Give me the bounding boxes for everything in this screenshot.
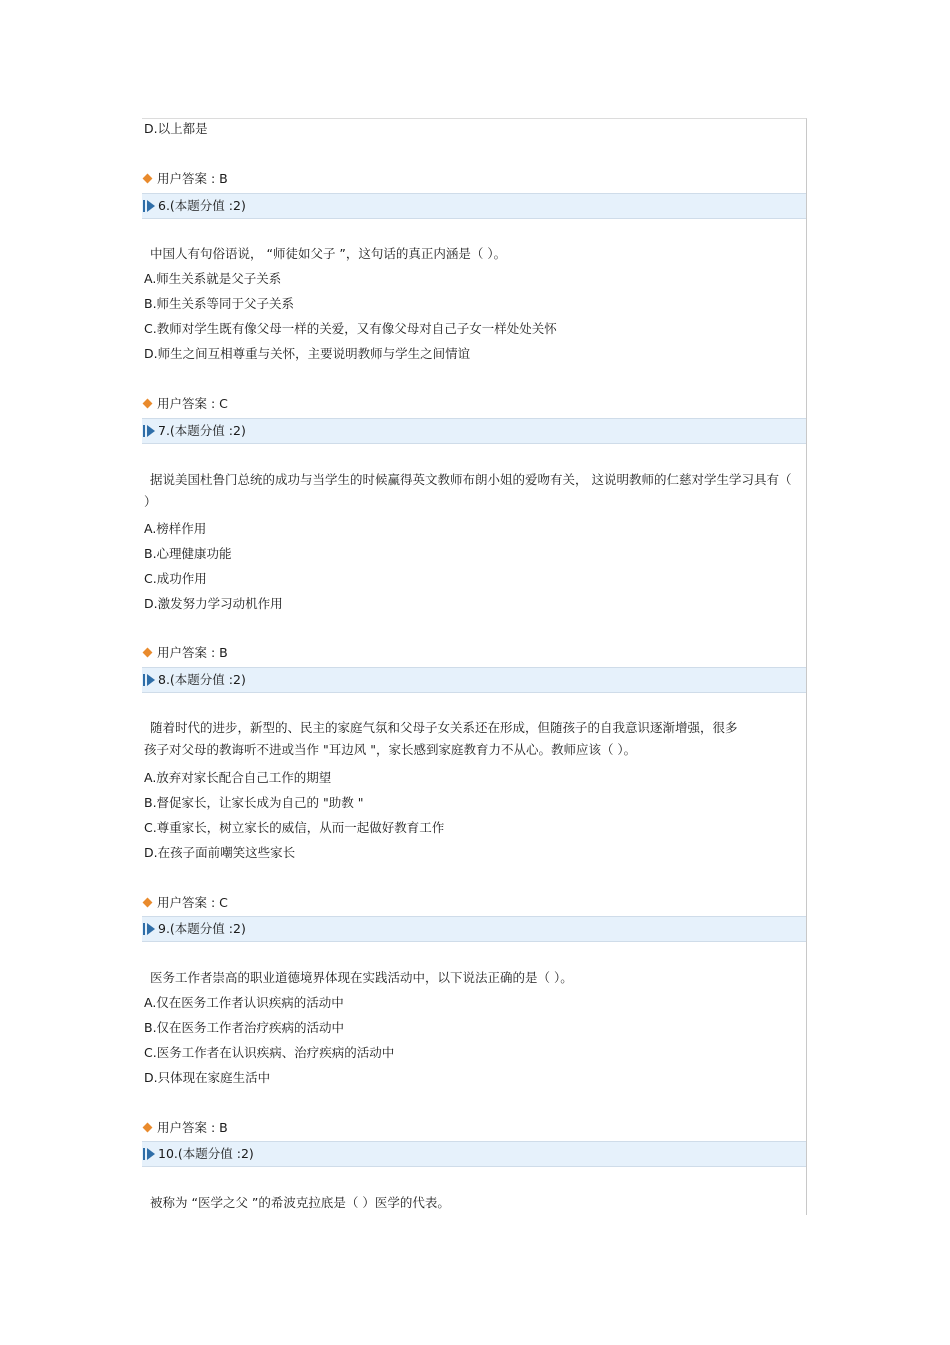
question-stem: 医务工作者崇高的职业道德境界体现在实践活动中，以下说法正确的是（ ）。 — [150, 970, 573, 985]
user-answer: 用户答案 : C — [142, 894, 228, 912]
question-header[interactable]: 6.(本题分值 :2) — [142, 193, 806, 219]
user-answer: 用户答案 : C — [142, 395, 228, 413]
user-answer: 用户答案 : B — [142, 1119, 228, 1137]
arrow-icon — [143, 674, 145, 686]
option-c[interactable]: C.尊重家长，树立家长的威信，从而一起做好教育工作 — [144, 820, 445, 835]
answer-label: 用户答案 : — [157, 171, 216, 186]
option-a[interactable]: A.仅在医务工作者认识疾病的活动中 — [144, 995, 344, 1010]
question-stem: 随着时代的进步，新型的、民主的家庭气氛和父母子女关系还在形成，但随孩子的自我意识逐渐增强，很多孩子对父母的教诲听不进或当作 "耳边风 "，家长感到家庭教育力不从心。教师应该（ ）。 — [144, 720, 738, 757]
option-a[interactable]: A.师生关系就是父子关系 — [144, 271, 282, 286]
option-c[interactable]: C.教师对学生既有像父母一样的关爱，又有像父母对自己子女一样处处关怀 — [144, 321, 557, 336]
option-b[interactable]: B.仅在医务工作者治疗疾病的活动中 — [144, 1020, 345, 1035]
option-d: D.以上都是 — [144, 121, 208, 136]
option-d[interactable]: D.在孩子面前嘲笑这些家长 — [144, 845, 296, 860]
user-answer: 用户答案 : B — [142, 644, 228, 662]
question-header[interactable]: 9.(本题分值 :2) — [142, 916, 806, 942]
option-b[interactable]: B.督促家长，让家长成为自己的 "助教 " — [144, 795, 364, 810]
question-stem: 被称为 “医学之父 ”的希波克拉底是（ ）医学的代表。 — [150, 1195, 450, 1210]
quiz-panel — [142, 118, 807, 1215]
diamond-icon — [143, 648, 153, 658]
option-c[interactable]: C.医务工作者在认识疾病、治疗疾病的活动中 — [144, 1045, 395, 1060]
option-d[interactable]: D.激发努力学习动机作用 — [144, 596, 283, 611]
option-a[interactable]: A.榜样作用 — [144, 521, 207, 536]
arrow-icon — [143, 923, 145, 935]
arrow-icon — [143, 425, 145, 437]
question-stem: 中国人有句俗语说， “师徒如父子 ”，这句话的真正内涵是（ ）。 — [150, 246, 507, 261]
option-d[interactable]: D.师生之间互相尊重与关怀，主要说明教师与学生之间情谊 — [144, 346, 471, 361]
diamond-icon — [143, 1123, 153, 1133]
option-d[interactable]: D.只体现在家庭生活中 — [144, 1070, 271, 1085]
arrow-icon — [143, 1148, 145, 1160]
user-answer — [142, 170, 228, 188]
arrow-icon — [143, 200, 145, 212]
option-a[interactable]: A.放弃对家长配合自己工作的期望 — [144, 770, 332, 785]
question-stem: 据说美国杜鲁门总统的成功与当学生的时候赢得英文教师布朗小姐的爱吻有关， 这说明教师的仁慈对学生学习具有（ ） — [144, 472, 792, 509]
question-header[interactable]: 8.(本题分值 :2) — [142, 667, 806, 693]
diamond-icon — [143, 399, 153, 409]
diamond-icon — [143, 898, 153, 908]
option-b[interactable]: B.心理健康功能 — [144, 546, 232, 561]
question-header[interactable]: 10.(本题分值 :2) — [142, 1141, 806, 1167]
option-b[interactable]: B.师生关系等同于父子关系 — [144, 296, 295, 311]
question-header[interactable]: 7.(本题分值 :2) — [142, 418, 806, 444]
option-c[interactable]: C.成功作用 — [144, 571, 207, 586]
answer-value: B — [219, 171, 228, 186]
diamond-icon — [143, 174, 153, 184]
